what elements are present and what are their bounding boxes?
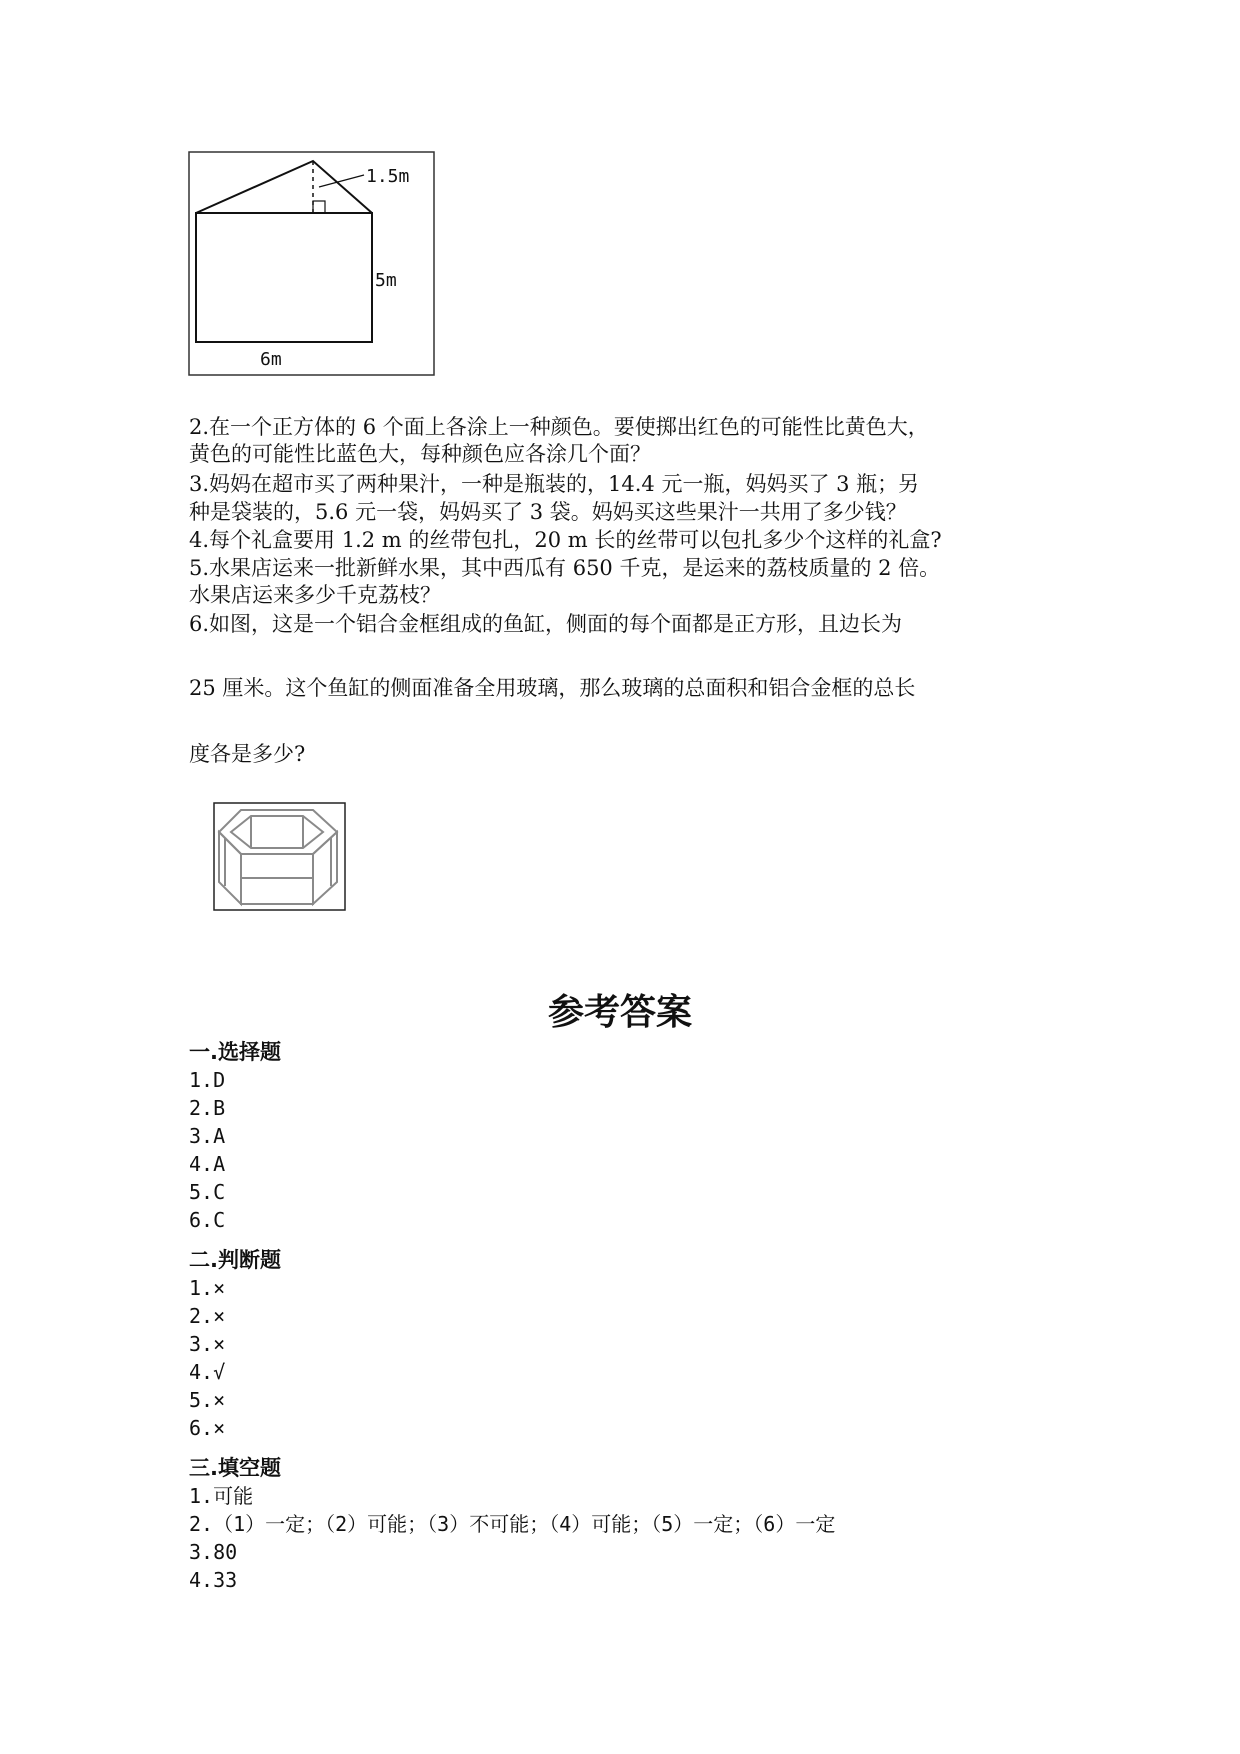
question-6-line-2: 25 厘米。这个鱼缸的侧面准备全用玻璃，那么玻璃的总面积和铝合金框的总长 bbox=[189, 676, 916, 700]
question-6-line-3: 度各是多少? bbox=[189, 742, 306, 766]
height-label: 1.5m bbox=[366, 166, 410, 187]
choice-answer-4: 4.A bbox=[189, 1152, 226, 1176]
section-heading-fill: 三.填空题 bbox=[189, 1456, 281, 1480]
choice-answer-1: 1.D bbox=[189, 1068, 226, 1092]
judge-answer-1: 1.× bbox=[189, 1276, 226, 1300]
choice-answer-3: 3.A bbox=[189, 1124, 226, 1148]
question-2-line-2: 黄色的可能性比蓝色大，每种颜色应各涂几个面？ bbox=[189, 442, 651, 466]
house-shape-figure bbox=[188, 151, 436, 377]
section-heading-judge: 二.判断题 bbox=[189, 1248, 281, 1272]
judge-answer-4: 4.√ bbox=[189, 1360, 226, 1384]
question-2-line-1: 2.在一个正方体的 6 个面上各涂上一种颜色。要使掷出红色的可能性比黄色大， bbox=[189, 415, 929, 439]
answer-title: 参考答案 bbox=[547, 992, 692, 1033]
fill-answer-2: 2.（1）一定；（2）可能；（3）不可能；（4）可能；（5）一定；（6）一定 bbox=[189, 1512, 836, 1536]
question-4: 4.每个礼盒要用 1.2 m 的丝带包扎，20 m 长的丝带可以包扎多少个这样的礼盒? bbox=[189, 528, 942, 552]
choice-answer-2: 2.B bbox=[189, 1096, 226, 1120]
judge-answer-2: 2.× bbox=[189, 1304, 226, 1328]
fish-tank-figure bbox=[213, 802, 347, 912]
judge-answer-6: 6.× bbox=[189, 1416, 226, 1440]
choice-answer-5: 5.C bbox=[189, 1180, 226, 1204]
question-5-line-1: 5.水果店运来一批新鲜水果，其中西瓜有 650 千克，是运来的荔枝质量的 2 倍。 bbox=[189, 556, 941, 580]
question-3-line-1: 3.妈妈在超市买了两种果汁，一种是瓶装的，14.4 元一瓶，妈妈买了 3 瓶；另 bbox=[189, 472, 920, 496]
question-5-line-2: 水果店运来多少千克荔枝？ bbox=[189, 583, 441, 607]
choice-answer-6: 6.C bbox=[189, 1208, 226, 1232]
judge-answer-5: 5.× bbox=[189, 1388, 226, 1412]
width-label: 6m bbox=[260, 349, 282, 370]
fill-answer-1: 1.可能 bbox=[189, 1484, 254, 1508]
section-heading-choice: 一.选择题 bbox=[189, 1040, 281, 1064]
fill-answer-4: 4.33 bbox=[189, 1568, 238, 1592]
question-6-line-1: 6.如图，这是一个铝合金框组成的鱼缸，侧面的每个面都是正方形，且边长为 bbox=[189, 612, 903, 636]
question-3-line-2: 种是袋装的，5.6 元一袋，妈妈买了 3 袋。妈妈买这些果汁一共用了多少钱？ bbox=[189, 500, 907, 524]
side-label: 5m bbox=[375, 270, 397, 291]
judge-answer-3: 3.× bbox=[189, 1332, 226, 1356]
fill-answer-3: 3.80 bbox=[189, 1540, 238, 1564]
